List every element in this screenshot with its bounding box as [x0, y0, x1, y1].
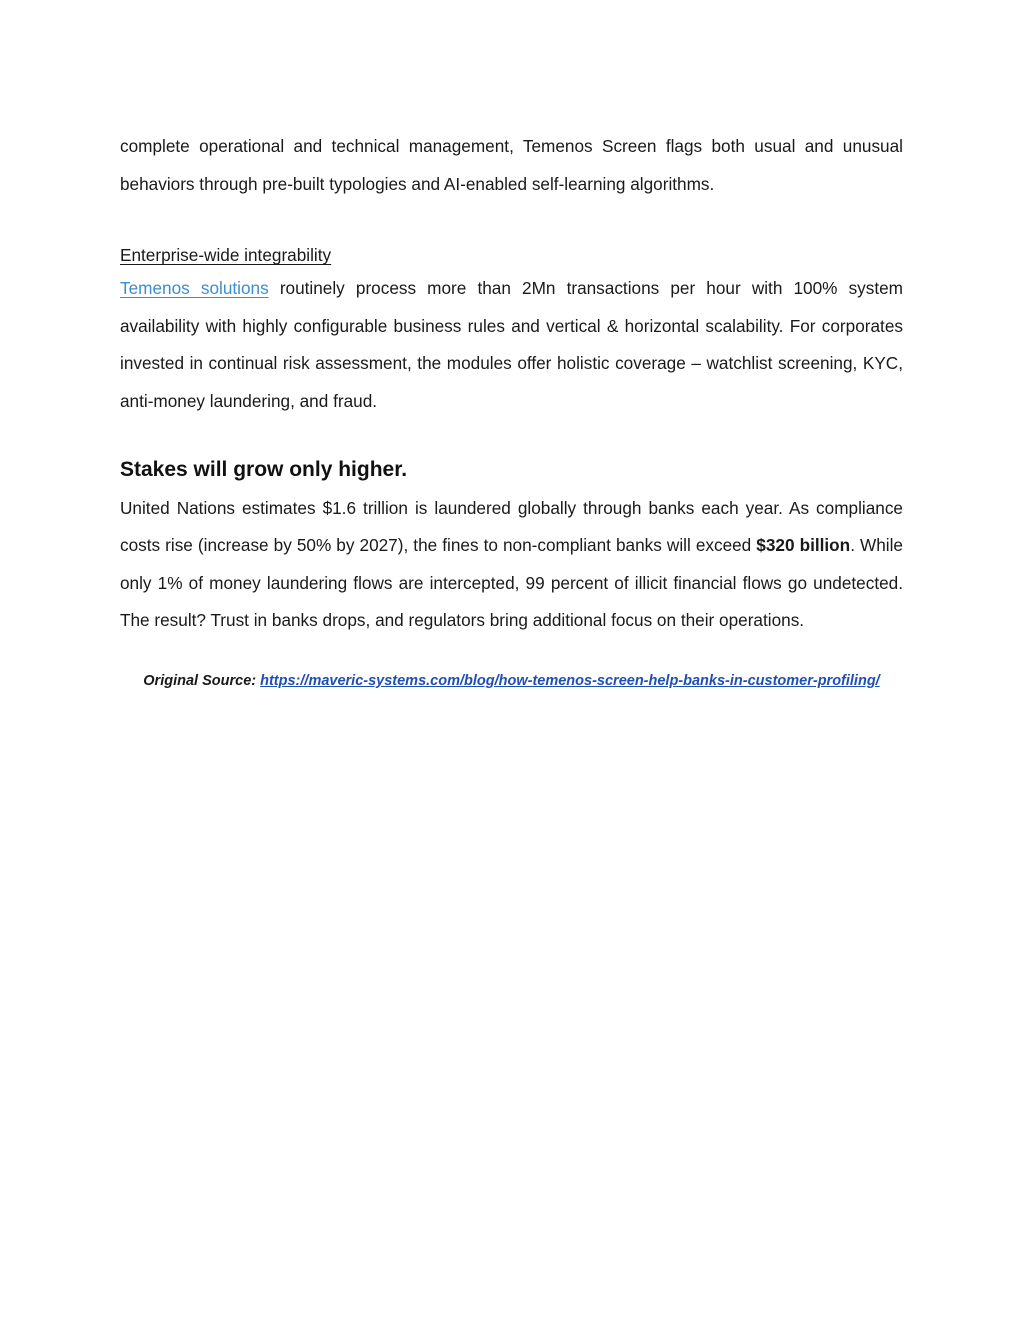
- spacer: [120, 203, 903, 240]
- stakes-text-after: . While only 1% of money laundering flows are intercepted, 99 percent of illicit financial flows go undetected. The result? Trust in banks drops, and regulators bring additional focus on their operations.: [120, 535, 903, 631]
- section-heading: Stakes will grow only higher.: [120, 457, 408, 481]
- intro-paragraph: complete operational and technical management, Temenos Screen flags both usual and unusual behaviors through pre-built typologies and AI-enabled self-learning algorithms.: [120, 136, 903, 194]
- integrability-paragraph: [120, 270, 903, 420]
- section-subheading: Enterprise-wide integrability: [120, 245, 332, 266]
- source-url-link[interactable]: https://maveric-systems.com/blog/how-temenos-screen-help-banks-in-customer-profiling/: [260, 672, 880, 689]
- fines-value: $320 billion: [756, 535, 851, 556]
- spacer: [120, 421, 903, 455]
- document-page: [120, 128, 903, 692]
- temenos-solutions-link[interactable]: Temenos solutions: [120, 278, 269, 299]
- integrability-text: routinely process more than 2Mn transactions per hour with 100% system availability with highly configurable business rules and vertical & horizontal scalability. For corporates invested in continual risk assessment, the modules offer holistic coverage – watchlist screening, KYC, anti-money laundering, and fraud.: [120, 278, 903, 411]
- stakes-paragraph: [120, 490, 903, 640]
- source-line: [120, 670, 903, 692]
- source-label: Original Source:: [143, 672, 257, 689]
- stakes-text-before: United Nations estimates $1.6 trillion is laundered globally through banks each year. As compliance costs rise (increase by 50% by 2027), the fines to non-compliant banks will exceed: [120, 497, 903, 556]
